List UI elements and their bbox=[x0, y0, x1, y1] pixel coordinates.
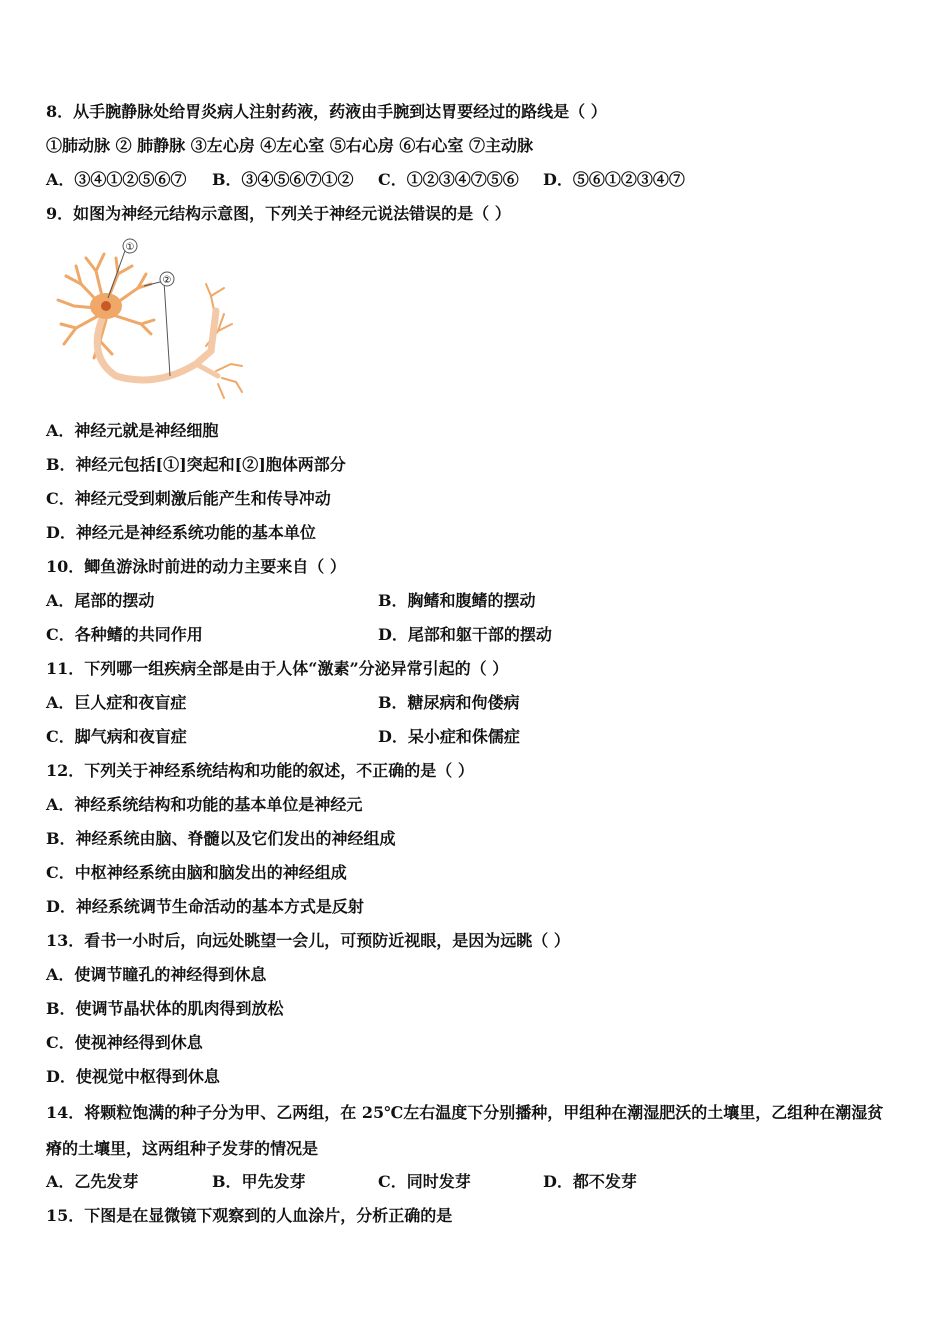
q13-option-d[interactable]: D．使视觉中枢得到休息 bbox=[46, 1067, 220, 1086]
q10-option-a[interactable]: A．尾部的摆动 bbox=[46, 591, 155, 610]
q12-stem: 12．下列关于神经系统结构和功能的叙述，不正确的是（ ） bbox=[46, 761, 474, 780]
q13-option-b[interactable]: B．使调节晶状体的肌肉得到放松 bbox=[46, 999, 284, 1018]
q10-stem: 10．鲫鱼游泳时前进的动力主要来自（ ） bbox=[46, 557, 346, 576]
q14-option-d[interactable]: D．都不发芽 bbox=[543, 1172, 637, 1191]
q8-option-a[interactable]: A．③④①②⑤⑥⑦ bbox=[46, 170, 187, 189]
q11-option-d[interactable]: D．呆小症和侏儒症 bbox=[378, 727, 520, 746]
q11-stem: 11．下列哪一组疾病全部是由于人体“激素”分泌异常引起的（ ） bbox=[46, 659, 509, 678]
q15-stem: 15．下图是在显微镜下观察到的人血涂片，分析正确的是 bbox=[46, 1206, 453, 1225]
q12-option-a[interactable]: A．神经系统结构和功能的基本单位是神经元 bbox=[46, 795, 363, 814]
neuron-diagram bbox=[46, 236, 246, 406]
q11-option-a[interactable]: A．巨人症和夜盲症 bbox=[46, 693, 187, 712]
neuron-label-2: ② bbox=[162, 275, 172, 286]
q14-option-b[interactable]: B．甲先发芽 bbox=[212, 1172, 306, 1191]
q8-stem: 8．从手腕静脉处给胃炎病人注射药液，药液由手腕到达胃要经过的路线是（ ） bbox=[46, 102, 607, 121]
q11-option-b[interactable]: B．糖尿病和佝偻病 bbox=[378, 693, 520, 712]
q10-option-b[interactable]: B．胸鳍和腹鳍的摆动 bbox=[378, 591, 536, 610]
q8-items: ①肺动脉 ② 肺静脉 ③左心房 ④左心室 ⑤右心房 ⑥右心室 ⑦主动脉 bbox=[46, 136, 533, 155]
q8-option-d[interactable]: D．⑤⑥①②③④⑦ bbox=[543, 170, 685, 189]
q8-option-b[interactable]: B．③④⑤⑥⑦①② bbox=[212, 170, 354, 189]
q12-option-d[interactable]: D．神经系统调节生命活动的基本方式是反射 bbox=[46, 897, 364, 916]
q11-option-c[interactable]: C．脚气病和夜盲症 bbox=[46, 727, 187, 746]
neuron-illustration bbox=[46, 236, 246, 406]
q9-option-a[interactable]: A．神经元就是神经细胞 bbox=[46, 421, 219, 440]
q10-option-d[interactable]: D．尾部和躯干部的摆动 bbox=[378, 625, 552, 644]
q9-stem: 9．如图为神经元结构示意图，下列关于神经元说法错误的是（ ） bbox=[46, 204, 511, 223]
q14-stem-line2: 瘠的土壤里，这两组种子发芽的情况是 bbox=[46, 1139, 319, 1158]
neuron-label-1: ① bbox=[125, 242, 135, 253]
q13-option-a[interactable]: A．使调节瞳孔的神经得到休息 bbox=[46, 965, 267, 984]
q13-option-c[interactable]: C．使视神经得到休息 bbox=[46, 1033, 203, 1052]
q9-option-b[interactable]: B．神经元包括[①]突起和[②]胞体两部分 bbox=[46, 455, 346, 474]
q9-option-c[interactable]: C．神经元受到刺激后能产生和传导冲动 bbox=[46, 489, 331, 508]
q13-stem: 13．看书一小时后，向远处眺望一会儿，可预防近视眼，是因为远眺（ ） bbox=[46, 931, 570, 950]
q10-option-c[interactable]: C．各种鳍的共同作用 bbox=[46, 625, 203, 644]
q14-option-a[interactable]: A．乙先发芽 bbox=[46, 1172, 139, 1191]
q12-option-c[interactable]: C．中枢神经系统由脑和脑发出的神经组成 bbox=[46, 863, 347, 882]
q14-stem-line1: 14．将颗粒饱满的种子分为甲、乙两组，在 25℃左右温度下分别播种，甲组种在潮湿肥沃的土壤里，乙组种在潮湿贫 bbox=[46, 1103, 884, 1122]
q14-option-c[interactable]: C．同时发芽 bbox=[378, 1172, 471, 1191]
q8-option-c[interactable]: C．①②③④⑦⑤⑥ bbox=[378, 170, 519, 189]
q9-option-d[interactable]: D．神经元是神经系统功能的基本单位 bbox=[46, 523, 316, 542]
q12-option-b[interactable]: B．神经系统由脑、脊髓以及它们发出的神经组成 bbox=[46, 829, 396, 848]
